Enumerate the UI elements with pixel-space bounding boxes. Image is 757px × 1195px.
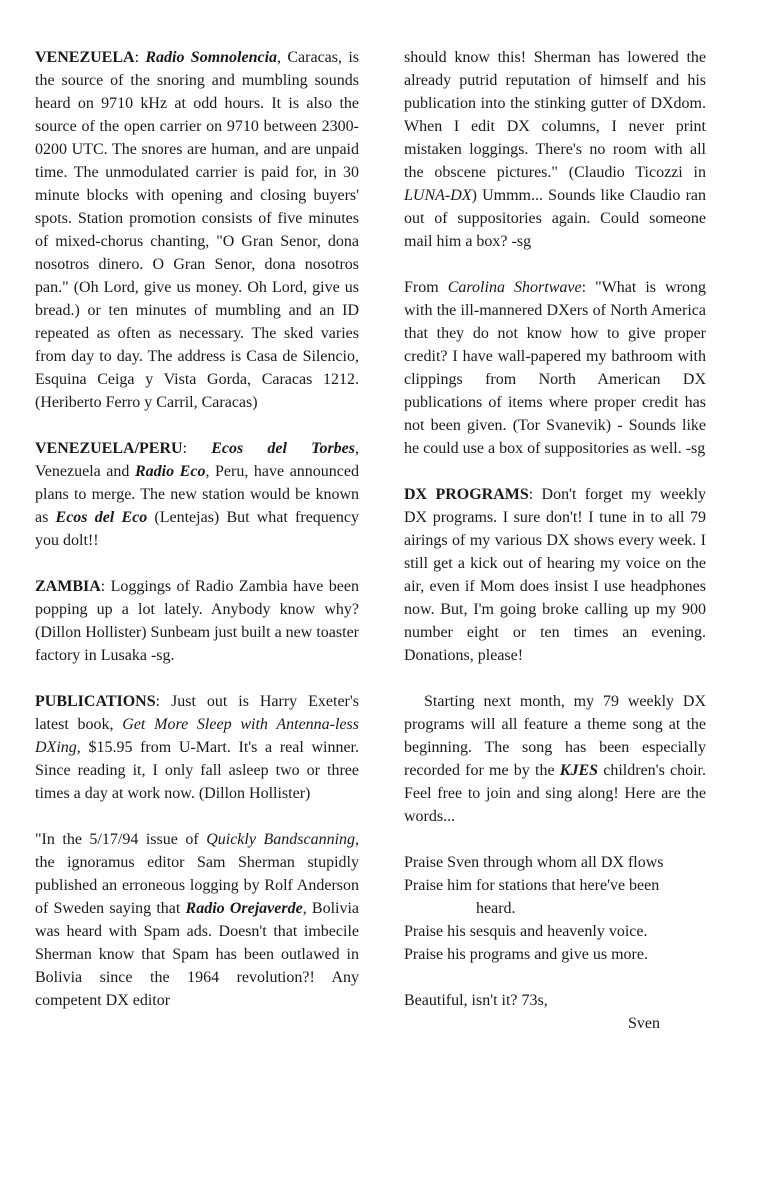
- publication-title: Carolina Shortwave: [447, 279, 582, 296]
- item-text: , Caracas, is the source of the snoring and mumbling sounds heard on 9710 kHz at odd hours. It is also the source of the open carrier on 9710 between 2300-0200 UTC. The snores are human, and are unpaid time. The unmodulated carrier is paid for, in 30 minute blocks with opening and closing buyers' spots. Station promotion consists of five minutes of mixed-chorus chanting, "O Gran Senor, dona nosotros dinero. O Gran Senor, dona nosotros pan." (Oh Lord, give us money. Oh Lord, give us bread.) or ten minutes of mumbling and an ID repeated as often as necessary. The sked varies from day to day. The address is Casa de Silencio, Esquina Ceiga y Vista Gorda, Caracas 1212. (Heriberto Ferro y Carril, Caracas): [35, 49, 359, 411]
- quote-continuation: should know this! Sherman has lowered the already putrid reputation of himself and his publication into the stinking gutter of DXdom. When I edit DX columns, I never print mistaken loggings. There's no room with all the obscene pictures." (Claudio Ticozzi in LUNA-DX) Ummm... Sounds like Claudio ran out of suppositories again. Could someone mail him a box? -sg: [404, 49, 706, 250]
- lyric-line: heard.: [476, 900, 516, 917]
- closing-line: Beautiful, isn't it? 73s,: [404, 992, 548, 1009]
- lyric-line: Praise Sven through whom all DX flows: [404, 854, 664, 871]
- venezuela-peru-item: VENEZUELA/PERU: Ecos del Torbes, Venezuela and Radio Eco, Peru, have announced plans to merge. The new station would be known as Ecos del Eco (Lentejas) But what frequency you dolt!!: [35, 440, 359, 549]
- station-name: Radio Somnolencia: [145, 49, 278, 66]
- choir-name: KJES: [559, 762, 599, 779]
- dx-programs-item: [404, 483, 706, 667]
- carolina-item: From Carolina Shortwave: "What is wrong with the ill-mannered DXers of North America that they do not know how to give proper credit? I have wall-papered my bathroom with clippings from North American DX publications of items where proper credit has not been given. (Tor Svanevik) - Sounds like he could use a box of suppositories as well. -sg: [404, 279, 706, 457]
- section-heading: VENEZUELA: [35, 49, 135, 66]
- publications-item: PUBLICATIONS: Just out is Harry Exeter's latest book, Get More Sleep with Antenna-less DXing, $15.95 from U-Mart. It's a real winner. Since reading it, I only fall asleep two or three times a day at work now. (Dillon Hollister): [35, 693, 359, 802]
- item-text: : Don't forget my weekly DX programs. I sure don't! I tune in to all 79 airings of my various DX shows every week. I still get a kick out of hearing my voice on the air, even if Mom does insist I use headphones now. But, I'm going broke calling up my 900 number eight or ten times an evening. Donations, please!: [404, 486, 707, 664]
- lyric-line: Praise his sesquis and heavenly voice.: [404, 923, 648, 940]
- venezuela-item: VENEZUELA: Radio Somnolencia, Caracas, is the source of the snoring and mumbling sounds heard on 9710 kHz at odd hours. It is also the source of the open carrier on 9710 between 2300-0200 UTC. The snores are human, and are unpaid time. The unmodulated carrier is paid for, in 30 minute blocks with opening and closing buyers' spots. Station promotion consists of five minutes of mixed-chorus chanting, "O Gran Senor, dona nosotros dinero. O Gran Senor, dona nosotros pan." (Oh Lord, give us money. Oh Lord, give us bread.) or ten minutes of mumbling and an ID repeated as often as necessary. The sked varies from day to day. The address is Casa de Silencio, Esquina Ceiga y Vista Gorda, Caracas 1212. (Heriberto Ferro y Carril, Caracas): [35, 49, 359, 411]
- left-column: [35, 46, 359, 1035]
- section-heading: PUBLICATIONS: [35, 693, 156, 710]
- publication-title: LUNA-DX: [404, 187, 472, 204]
- next-month-item: Starting next month, my 79 weekly DX programs will all feature a theme song at the beginning. The song has been especially recorded for me by the KJES children's choir. Feel free to join and sing along! Here are the words...: [404, 693, 706, 825]
- lyric-line: Praise him for stations that here've been: [404, 877, 660, 894]
- publication-title: Quickly Bandscanning: [206, 831, 356, 848]
- right-column: [404, 46, 706, 1035]
- section-heading: ZAMBIA: [35, 578, 101, 595]
- section-heading: DX PROGRAMS: [404, 486, 529, 503]
- quote-item: "In the 5/17/94 issue of Quickly Bandscanning, the ignoramus editor Sam Sherman stupidly published an erroneous logging by Rolf Anderson of Sweden saying that Radio Orejaverde, Bolivia was heard with Spam ads. Doesn't that imbecile Sherman know that Spam has been outlawed in Bolivia since the 1964 revolution?! Any competent DX editor: [35, 831, 360, 1009]
- station-name: Ecos del Torbes: [211, 440, 355, 457]
- section-heading: VENEZUELA/PERU: [35, 440, 183, 457]
- book-title: Get More Sleep with Antenna-less DXing: [35, 716, 359, 756]
- station-name: Radio Eco: [134, 463, 206, 480]
- zambia-item: [35, 575, 359, 667]
- song-lyrics: [404, 851, 706, 966]
- lyric-line: Praise his programs and give us more.: [404, 946, 648, 963]
- item-text: : Loggings of Radio Zambia have been popping up a lot lately. Anybody know why? (Dillon Hollister) Sunbeam just built a new toaster factory in Lusaka -sg.: [35, 578, 359, 664]
- station-name: Radio Orejaverde: [185, 900, 303, 917]
- station-name: Ecos del Eco: [55, 509, 148, 526]
- signature-name: Sven: [628, 1015, 660, 1032]
